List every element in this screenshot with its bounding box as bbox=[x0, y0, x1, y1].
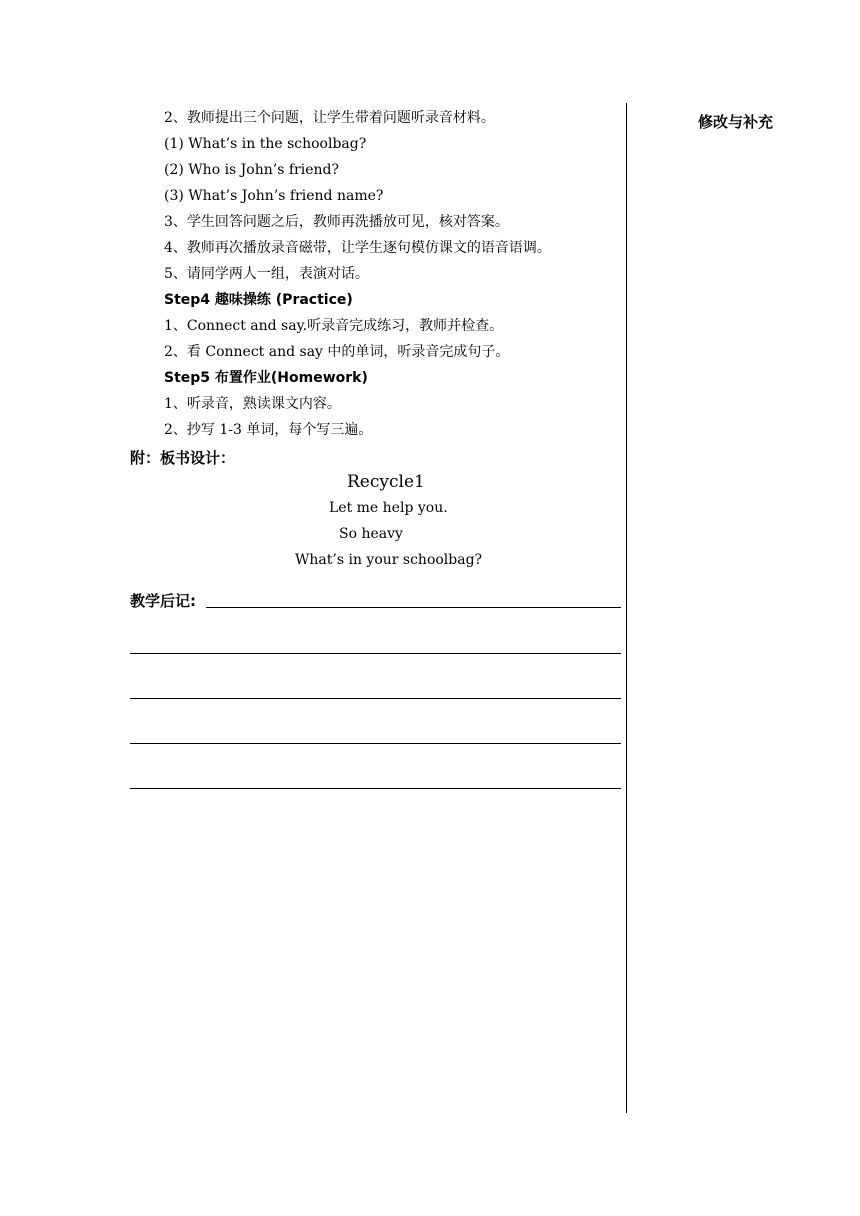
board-line: What’s in your schoolbag? bbox=[295, 552, 483, 568]
board-line: Let me help you. bbox=[329, 500, 448, 516]
step-line: 1、听录音，熟读课文内容。 bbox=[164, 396, 341, 412]
step-line: 4、教师再次播放录音磁带，让学生逐句模仿课文的语音语调。 bbox=[164, 240, 551, 256]
step-line: 2、抄写 1-3 单词，每个写三遍。 bbox=[164, 422, 373, 438]
board-title: Recycle1 bbox=[347, 472, 425, 492]
question-line: (2) Who is John’s friend? bbox=[164, 162, 339, 178]
notes-rule bbox=[130, 653, 621, 654]
notes-rule bbox=[130, 743, 621, 744]
step4-heading: Step4 趣味操练 (Practice) bbox=[164, 292, 353, 308]
step-line: 3、学生回答问题之后，教师再洗播放可见，核对答案。 bbox=[164, 214, 509, 230]
notes-rule bbox=[130, 698, 621, 699]
question-line: (1) What’s in the schoolbag? bbox=[164, 136, 367, 152]
board-line: So heavy bbox=[339, 526, 403, 542]
sidebar-title: 修改与补充 bbox=[698, 113, 774, 131]
step-line: 5、请同学两人一组，表演对话。 bbox=[164, 266, 369, 282]
notes-label: 教学后记: bbox=[130, 592, 196, 610]
step-line: 2、看 Connect and say 中的单词，听录音完成句子。 bbox=[164, 344, 510, 360]
notes-rule bbox=[206, 607, 621, 608]
step5-heading: Step5 布置作业(Homework) bbox=[164, 370, 368, 386]
question-line: (3) What’s John’s friend name? bbox=[164, 188, 384, 204]
appendix-label: 附：板书设计： bbox=[130, 449, 236, 467]
step-line: 1、Connect and say.听录音完成练习，教师并检查。 bbox=[164, 318, 504, 334]
step-line: 2、教师提出三个问题，让学生带着问题听录音材料。 bbox=[164, 110, 495, 126]
notes-rule bbox=[130, 788, 621, 789]
column-divider bbox=[626, 103, 627, 1113]
